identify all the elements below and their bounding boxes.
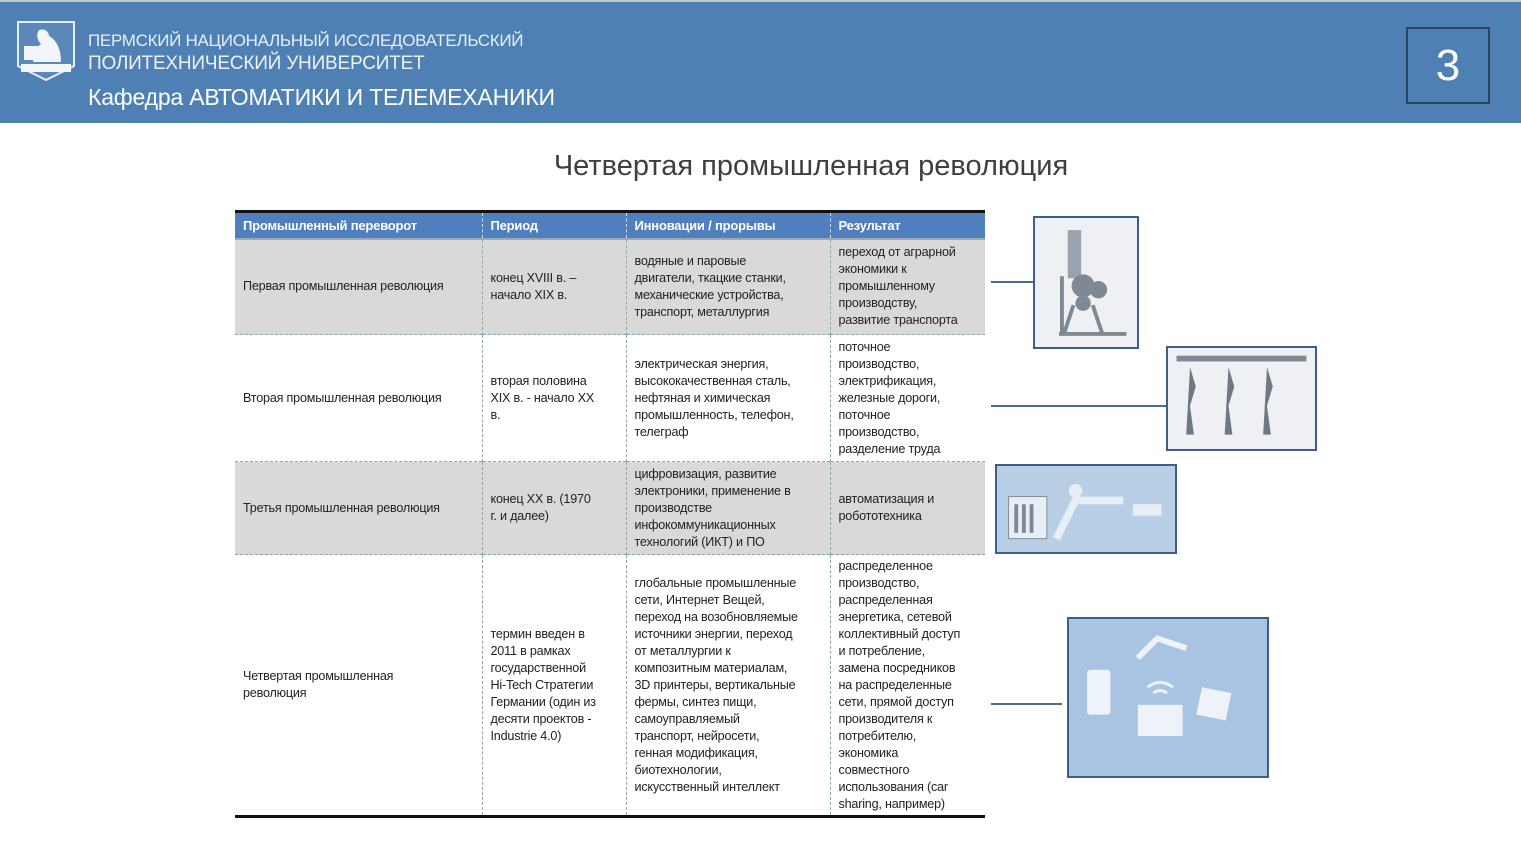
university-name-line1: ПЕРМСКИЙ НАЦИОНАЛЬНЫЙ ИССЛЕДОВАТЕЛЬСКИЙ xyxy=(88,31,524,50)
column-header: Результат xyxy=(830,212,985,239)
iot-devices-icon xyxy=(1067,617,1269,778)
table-row xyxy=(235,462,985,555)
robot-arm-icon xyxy=(995,464,1177,554)
university-logo-icon xyxy=(15,20,77,82)
table-cell: распределенное производство, распределенная энергетика, сетевой коллективный доступ и потребление, замена посредников на распределенные сети, прямой доступ производителя к потребителю, экономика совместного использования (car sharing, например) xyxy=(830,555,985,817)
table-cell: автоматизация и робототехника xyxy=(830,462,985,555)
page-number: 3 xyxy=(1406,27,1490,104)
connector-line xyxy=(991,703,1062,705)
table-cell: электрическая энергия, высококачественная сталь, нефтяная и химическая промышленность, телефон, телеграф xyxy=(626,335,830,462)
table-cell: поточное производство, электрификация, железные дороги, поточное производство, разделение труда xyxy=(830,335,985,462)
table-cell: Третья промышленная революция xyxy=(235,462,482,555)
table-header-row xyxy=(235,212,985,239)
slide-title: Четвертая промышленная революция xyxy=(553,150,1069,182)
column-header: Инновации / прорывы xyxy=(626,212,830,239)
table-cell: термин введен в 2011 в рамках государственной Hi-Tech Стратегии Германии (один из десяти проектов - Industrie 4.0) xyxy=(482,555,626,817)
table-cell: Первая промышленная революция xyxy=(235,239,482,335)
department-name: Кафедра АВТОМАТИКИ И ТЕЛЕМЕХАНИКИ xyxy=(88,84,555,110)
connector-line xyxy=(991,405,1167,407)
table-cell: глобальные промышленные сети, Интернет Вещей, переход на возобновляемые источники энергии, переход от металлургии к композитным материалам, 3D принтеры, вертикальные фермы, синтез пищи, самоуправляемый транспорт, нейросети, генная модификация, биотехнологии, искусственный интеллект xyxy=(626,555,830,817)
table-cell: цифровизация, развитие электроники, применение в производстве инфокоммуникационных технологий (ИКТ) и ПО xyxy=(626,462,830,555)
assembly-line-icon xyxy=(1166,346,1317,451)
table-cell: переход от аграрной экономики к промышленному производству, развитие транспорта xyxy=(830,239,985,335)
loom-machine-icon xyxy=(1033,216,1139,349)
table-row xyxy=(235,335,985,462)
connector-line xyxy=(991,281,1034,283)
table-row xyxy=(235,555,985,817)
table-row xyxy=(235,239,985,335)
table-cell: Четвертая промышленная революция xyxy=(235,555,482,817)
column-header: Период xyxy=(482,212,626,239)
table-cell: конец XVIII в. – начало XIX в. xyxy=(482,239,626,335)
slide-header xyxy=(0,0,1521,123)
table-cell: Вторая промышленная революция xyxy=(235,335,482,462)
table-cell: конец XX в. (1970 г. и далее) xyxy=(482,462,626,555)
revolutions-table xyxy=(235,210,985,818)
university-name-line2: ПОЛИТЕХНИЧЕСКИЙ УНИВЕРСИТЕТ xyxy=(88,53,425,74)
table-cell: водяные и паровые двигатели, ткацкие станки, механические устройства, транспорт, металлургия xyxy=(626,239,830,335)
column-header: Промышленный переворот xyxy=(235,212,482,239)
table-cell: вторая половина XIX в. - начало XX в. xyxy=(482,335,626,462)
